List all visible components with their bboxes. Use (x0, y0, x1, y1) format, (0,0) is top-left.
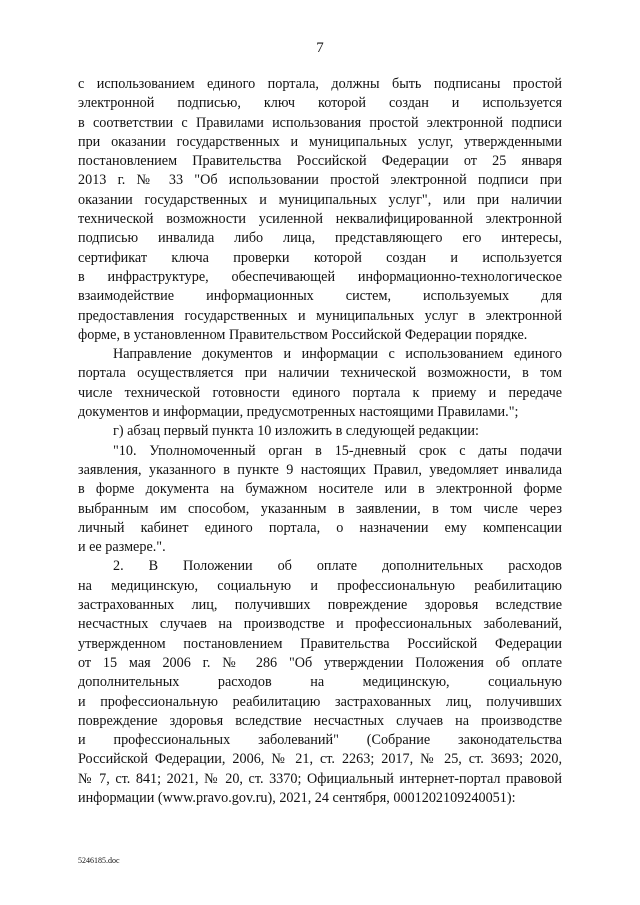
text-line: на медицинскую, социальную и профессиональную реабилитацию (78, 577, 562, 594)
text-line: и профессиональных заболеваний" (Собрание законодательства (78, 732, 562, 749)
text-line: оказании государственных и муниципальных услуг", или при наличии (78, 191, 562, 208)
text-line: от 15 мая 2006 г. № 286 "Об утверждении Положения об оплате (78, 654, 562, 671)
text-line: сертификат ключа проверки которой создан и используется (78, 249, 562, 266)
text-line: постановлением Правительства Российской Федерации от 25 января (78, 153, 562, 170)
text-line: в инфраструктуре, обеспечивающей информационно-технологическое (78, 268, 562, 285)
text-line: № 7, ст. 841; 2021, № 20, ст. 3370; Официальный интернет-портал правовой (78, 770, 562, 787)
page-number: 7 (316, 40, 324, 56)
text-line: предоставления государственных и муниципальных услуг в электронной (78, 307, 562, 324)
text-line: повреждение здоровья вследствие несчастных случаев на производстве (78, 712, 562, 729)
text-line: в форме документа на бумажном носителе или в электронной форме (78, 481, 562, 498)
text-line: технической возможности усиленной неквалифицированной электронной (78, 211, 562, 228)
text-line: портала осуществляется при наличии технической возможности, в том (78, 365, 562, 382)
text-line: и профессиональную реабилитацию застрахованных лиц, получивших (78, 693, 562, 710)
text-line: 2013 г. № 33 "Об использовании простой электронной подписи при (78, 172, 562, 189)
text-line: документов и информации, предусмотренных настоящими Правилами."; (78, 404, 519, 421)
text-line: и ее размере.". (78, 539, 166, 556)
text-line: утвержденном постановлением Правительства Российской Федерации (78, 635, 562, 652)
text-line: форме, в установленном Правительством Российской Федерации порядке. (78, 326, 528, 343)
text-line: электронной подписью, ключ которой создан и используется (78, 95, 562, 112)
text-line: при оказании государственных и муниципальных услуг, утвержденными (78, 133, 562, 150)
text-line: Российской Федерации, 2006, № 21, ст. 2263; 2017, № 25, ст. 3693; 2020, (78, 751, 562, 768)
paragraph (78, 345, 562, 422)
text-line: "10. Уполномоченный орган в 15-дневный срок с даты подачи (113, 442, 562, 459)
text-line: Направление документов и информации с использованием единого (113, 346, 562, 363)
paragraph (78, 557, 562, 808)
text-line: числе технической готовности единого портала к приему и передаче (78, 384, 562, 401)
footer-doc-id: 5246185.doc (78, 856, 120, 865)
text-line: заявления, указанного в пункте 9 настоящих Правил, уведомляет инвалида (78, 461, 562, 478)
paragraph (78, 442, 562, 558)
text-line: выбранным им способом, указанным в заявлении, в том числе через (78, 500, 562, 517)
text-line: несчастных случаев на производстве и профессиональных заболеваний, (78, 616, 562, 633)
text-line: 2. В Положении об оплате дополнительных расходов (113, 558, 562, 575)
text-line: застрахованных лиц, получивших повреждение здоровья вследствие (78, 597, 562, 614)
paragraph (78, 75, 562, 345)
text-line: подписью инвалида либо лица, представляющего его интересы, (78, 230, 562, 247)
document-body (78, 75, 562, 808)
text-line: дополнительных расходов на медицинскую, социальную (78, 674, 562, 691)
text-line: личный кабинет единого портала, о назначении ему компенсации (78, 519, 562, 536)
text-line: в соответствии с Правилами использования простой электронной подписи (78, 114, 562, 131)
text-line: взаимодействие информационных систем, используемых для (78, 288, 562, 305)
text-line: г) абзац первый пункта 10 изложить в следующей редакции: (113, 423, 479, 440)
paragraph (78, 422, 562, 441)
text-line: с использованием единого портала, должны быть подписаны простой (78, 76, 562, 92)
text-line: информации (www.pravo.gov.ru), 2021, 24 сентября, 0001202109240051): (78, 789, 516, 806)
